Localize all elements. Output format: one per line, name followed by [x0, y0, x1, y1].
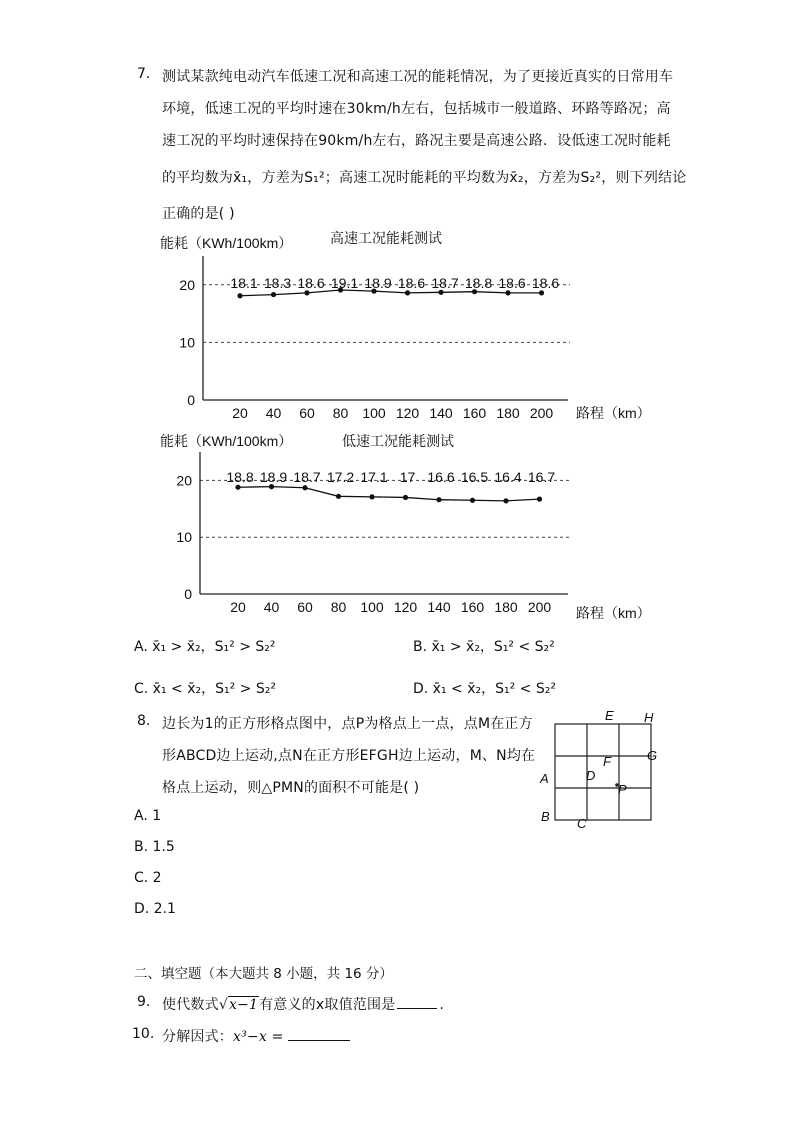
chart-1-xtick-60: 60 — [299, 405, 315, 421]
grid-label-g: G — [647, 748, 658, 763]
chart-2-data-label-6: 16.6 — [427, 469, 455, 485]
q8-option-d[interactable]: D. 2.1 — [134, 901, 176, 917]
question-8-line-2: 形ABCD边上运动,点N在正方形EFGH边上运动，M、N均在 — [162, 748, 536, 764]
chart-1-xtick-40: 40 — [265, 405, 282, 421]
chart-2-ytick-20: 20 — [176, 472, 192, 489]
chart-1-point-1 — [271, 292, 276, 297]
q8-option-b[interactable]: B. 1.5 — [134, 839, 175, 855]
chart-1-ytick-10: 10 — [179, 334, 195, 351]
q8-option-c[interactable]: C. 2 — [134, 870, 162, 886]
chart-2-point-9 — [537, 497, 542, 502]
grid-label-e: E — [605, 708, 614, 723]
chart-1-xtick-140: 140 — [429, 405, 453, 421]
grid-label-b: B — [541, 809, 550, 824]
chart-2-point-0 — [235, 485, 240, 490]
chart-1-point-2 — [304, 290, 309, 295]
chart-1-xtick-180: 180 — [496, 405, 520, 421]
chart-1-data-label-1: 18.3 — [263, 275, 292, 291]
grid-label-a: A — [540, 771, 549, 786]
chart-2-point-4 — [369, 494, 374, 499]
chart-2-title: 低速工况能耗测试 — [342, 433, 454, 449]
chart-2-data-label-0: 18.8 — [226, 469, 254, 485]
chart-2-ytick-10: 10 — [176, 529, 192, 546]
grid-label-c: C — [577, 816, 587, 831]
chart-1-data-label-5: 18.6 — [397, 275, 426, 291]
chart-2-xtick-140: 140 — [427, 599, 451, 615]
q10-text-before: 分解因式： — [162, 1029, 233, 1045]
chart-1-data-label-7: 18.8 — [464, 275, 493, 291]
low-speed-energy-chart — [150, 424, 651, 624]
high-speed-energy-chart — [150, 228, 651, 428]
question-7-number: 7. — [137, 66, 151, 82]
square-grid-diagram — [535, 706, 665, 836]
q9-text-after: 有意义的x取值范围是 — [259, 997, 396, 1013]
chart-1-ytick-0: 0 — [187, 392, 195, 408]
grid-label-f: F — [603, 754, 611, 769]
chart-1-xtick-120: 120 — [395, 405, 420, 421]
chart-2-point-3 — [336, 494, 341, 499]
chart-2-point-2 — [302, 485, 307, 490]
q7-option-d[interactable]: D. x̄₁ < x̄₂，S₁² < S₂² — [413, 681, 556, 697]
chart-2-data-label-1: 18.9 — [259, 469, 288, 485]
q9-text-before: 使代数式 — [162, 997, 219, 1013]
question-7-line-5: 正确的是( ) — [162, 206, 235, 222]
chart-2-point-5 — [403, 495, 408, 500]
chart-2-xtick-200: 200 — [527, 599, 552, 615]
sqrt-sign: √ — [218, 997, 228, 1013]
chart-2-data-label-9: 16.7 — [527, 469, 556, 485]
chart-1-point-9 — [539, 290, 544, 295]
chart-2-xtick-20: 20 — [230, 599, 246, 615]
q9-radicand: x−1 — [228, 997, 259, 1013]
chart-1-xtick-200: 200 — [529, 405, 554, 421]
chart-2-ytick-0: 0 — [184, 586, 192, 602]
chart-1-ytick-20: 20 — [179, 276, 195, 293]
chart-1-data-label-8: 18.6 — [498, 275, 526, 291]
q7-option-b[interactable]: B. x̄₁ > x̄₂，S₁² < S₂² — [413, 639, 555, 655]
grid-label-h: H — [644, 710, 654, 725]
chart-2-xtick-120: 120 — [393, 599, 418, 615]
chart-2-ylabel: 能耗（KWh/100km） — [160, 433, 293, 449]
chart-1-data-label-3: 19.1 — [330, 275, 359, 291]
section-2-heading: 二、填空题（本大题共 8 小题，共 16 分） — [134, 966, 393, 982]
chart-1-ylabel: 能耗（KWh/100km） — [160, 235, 293, 251]
chart-1-xtick-100: 100 — [362, 405, 386, 421]
chart-1-point-0 — [237, 293, 242, 298]
q10-answer-blank[interactable] — [288, 1026, 350, 1041]
chart-2-xtick-180: 180 — [494, 599, 518, 615]
chart-2-data-label-8: 16.4 — [494, 469, 522, 485]
question-9-text — [162, 994, 444, 1014]
chart-2-xtick-100: 100 — [360, 599, 384, 615]
chart-1-data-label-6: 18.7 — [431, 275, 459, 291]
question-8-line-1: 边长为1的正方形格点图中，点P为格点上一点，点M在正方 — [162, 716, 533, 732]
chart-2-point-8 — [503, 498, 508, 503]
grid-label-p: P — [618, 782, 627, 797]
q9-text-end: . — [439, 997, 445, 1013]
chart-1-xtick-80: 80 — [332, 405, 349, 421]
question-9-number: 9. — [137, 994, 151, 1010]
chart-1-title: 高速工况能耗测试 — [330, 230, 442, 246]
chart-1-data-label-2: 18.6 — [297, 275, 325, 291]
question-7-line-1: 测试某款纯电动汽车低速工况和高速工况的能耗情况，为了更接近真实的日常用车 — [162, 69, 674, 85]
q8-option-a[interactable]: A. 1 — [134, 808, 162, 824]
chart-1-xtick-20: 20 — [232, 405, 248, 421]
chart-2-data-label-3: 17.2 — [326, 469, 355, 485]
q9-answer-blank[interactable] — [397, 994, 437, 1009]
chart-1-data-label-0: 18.1 — [230, 275, 258, 291]
q7-option-c[interactable]: C. x̄₁ < x̄₂，S₁² > S₂² — [134, 681, 276, 697]
question-8-number: 8. — [137, 713, 151, 729]
chart-2-xtick-40: 40 — [263, 599, 280, 615]
chart-2-xlabel: 路程（km） — [576, 605, 651, 621]
chart-2-xtick-60: 60 — [297, 599, 313, 615]
chart-1-xlabel: 路程（km） — [576, 405, 651, 421]
chart-1-point-5 — [405, 290, 410, 295]
chart-1-data-label-4: 18.9 — [364, 275, 392, 291]
question-7-line-3: 速工况的平均时速保持在90km/h左右，路况主要是高速公路．设低速工况时能耗 — [162, 133, 671, 149]
q7-option-a[interactable]: A. x̄₁ > x̄₂，S₁² > S₂² — [134, 639, 276, 655]
chart-2-data-label-7: 16.5 — [460, 469, 489, 485]
chart-2-point-7 — [470, 498, 475, 503]
chart-1-data-label-9: 18.6 — [531, 275, 560, 291]
chart-2-xtick-80: 80 — [330, 599, 347, 615]
question-8-line-3: 格点上运动，则△PMN的面积不可能是( ) — [162, 780, 420, 796]
chart-2-xtick-160: 160 — [460, 599, 485, 615]
chart-2-series-line — [238, 487, 540, 501]
question-10-number: 10. — [132, 1026, 155, 1042]
question-10-text — [162, 1026, 350, 1046]
chart-2-data-label-5: 17 — [399, 469, 416, 485]
chart-2-data-label-4: 17.1 — [360, 469, 388, 485]
chart-2-data-label-2: 18.7 — [293, 469, 321, 485]
question-7-line-2: 环境，低速工况的平均时速在30km/h左右，包括城市一般道路、环路等路况；高 — [162, 101, 671, 117]
question-7-line-4: 的平均数为x̄₁，方差为S₁²；高速工况时能耗的平均数为x̄₂，方差为S₂²，则下列结论 — [162, 170, 687, 186]
chart-1-xtick-160: 160 — [462, 405, 487, 421]
chart-1-point-8 — [505, 290, 510, 295]
chart-2-point-6 — [436, 497, 441, 502]
q10-expression: x³−x = — [233, 1029, 284, 1045]
grid-label-d: D — [586, 768, 596, 783]
